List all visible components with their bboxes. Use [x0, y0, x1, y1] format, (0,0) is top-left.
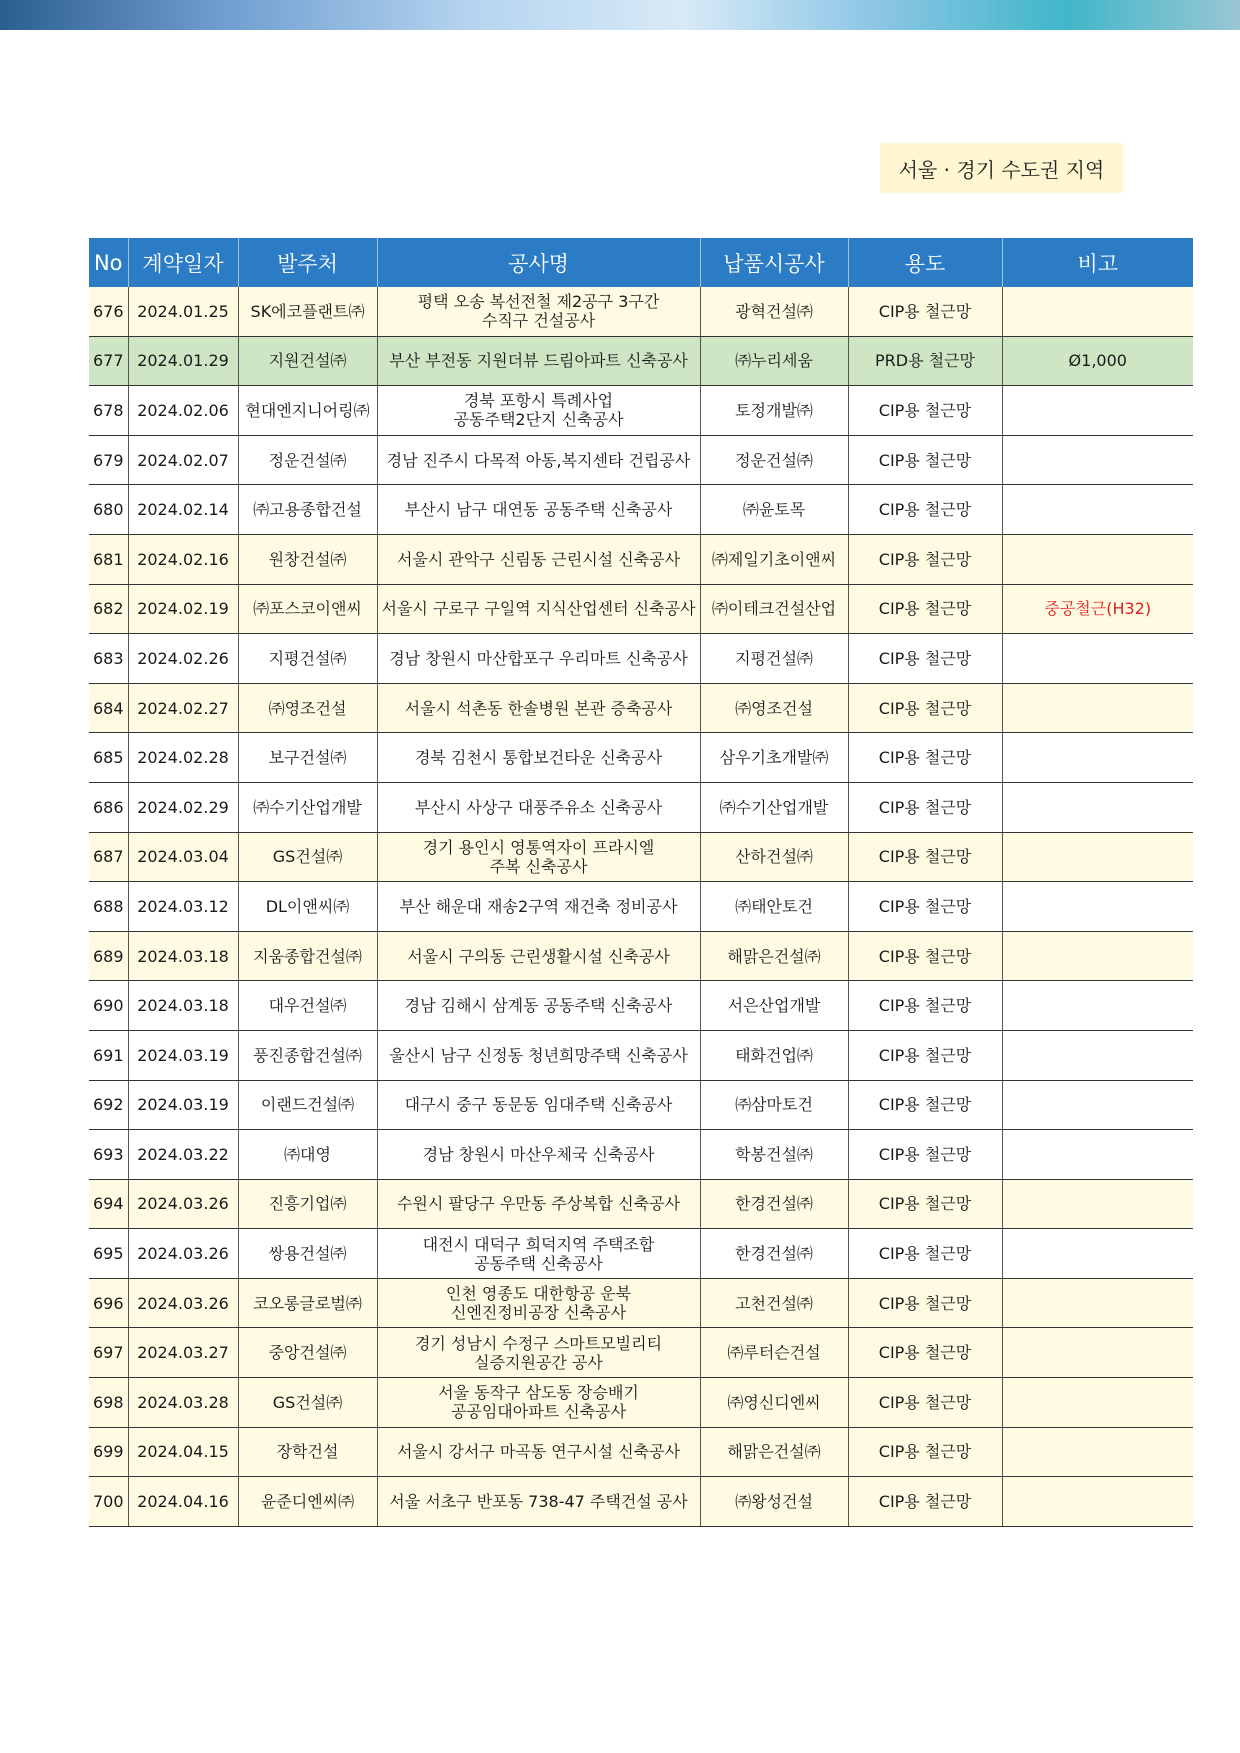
- cell-no: 692: [89, 1080, 128, 1130]
- cell-usage: CIP용 철근망: [848, 981, 1002, 1031]
- cell-note: [1002, 981, 1193, 1031]
- cell-date: 2024.02.16: [128, 534, 238, 584]
- cell-contractor: ㈜제일기초이앤씨: [700, 534, 848, 584]
- table-row: [89, 534, 1193, 584]
- col-header-client: 발주처: [238, 238, 377, 287]
- cell-client: GS건설㈜: [238, 832, 377, 882]
- cell-note: [1002, 1278, 1193, 1328]
- cell-project: 서울시 석촌동 한솔병원 본관 증축공사: [377, 683, 700, 733]
- cell-project: 울산시 남구 신정동 청년희망주택 신축공사: [377, 1030, 700, 1080]
- cell-date: 2024.03.26: [128, 1278, 238, 1328]
- cell-date: 2024.03.19: [128, 1080, 238, 1130]
- cell-project: 인천 영종도 대한항공 운북 신엔진정비공장 신축공사: [377, 1278, 700, 1328]
- cell-date: 2024.02.14: [128, 485, 238, 535]
- cell-no: 676: [89, 287, 128, 336]
- cell-client: 코오롱글로벌㈜: [238, 1278, 377, 1328]
- cell-usage: CIP용 철근망: [848, 782, 1002, 832]
- cell-usage: CIP용 철근망: [848, 832, 1002, 882]
- cell-contractor: 해맑은건설㈜: [700, 1427, 848, 1477]
- cell-usage: CIP용 철근망: [848, 534, 1002, 584]
- cell-contractor: 광혁건설㈜: [700, 287, 848, 336]
- col-header-no: No: [89, 238, 128, 287]
- table-row: [89, 1130, 1193, 1180]
- cell-project: 부산 부전동 지원더뷰 드림아파트 신축공사: [377, 336, 700, 386]
- col-header-project: 공사명: [377, 238, 700, 287]
- cell-date: 2024.04.15: [128, 1427, 238, 1477]
- table-row: [89, 386, 1193, 436]
- table-row: [89, 1427, 1193, 1477]
- cell-usage: CIP용 철근망: [848, 485, 1002, 535]
- cell-usage: CIP용 철근망: [848, 1080, 1002, 1130]
- table-row: [89, 832, 1193, 882]
- cell-contractor: ㈜루터슨건설: [700, 1328, 848, 1378]
- cell-client: DL이앤씨㈜: [238, 882, 377, 932]
- cell-no: 700: [89, 1477, 128, 1527]
- cell-no: 690: [89, 981, 128, 1031]
- region-label-text: 서울 · 경기 수도권 지역: [898, 157, 1105, 182]
- cell-usage: CIP용 철근망: [848, 1378, 1002, 1428]
- cell-usage: CIP용 철근망: [848, 584, 1002, 634]
- cell-no: 681: [89, 534, 128, 584]
- cell-date: 2024.03.12: [128, 882, 238, 932]
- region-label: [880, 143, 1123, 193]
- cell-project: 부산시 남구 대연동 공동주택 신축공사: [377, 485, 700, 535]
- cell-project: 경남 창원시 마산우체국 신축공사: [377, 1130, 700, 1180]
- cell-project: 서울시 구로구 구일역 지식산업센터 신축공사: [377, 584, 700, 634]
- cell-usage: CIP용 철근망: [848, 1130, 1002, 1180]
- table-row: [89, 733, 1193, 783]
- cell-project: 경남 창원시 마산합포구 우리마트 신축공사: [377, 634, 700, 684]
- cell-client: ㈜고용종합건설: [238, 485, 377, 535]
- table-row: [89, 435, 1193, 485]
- cell-note: [1002, 1229, 1193, 1279]
- cell-date: 2024.02.06: [128, 386, 238, 436]
- cell-usage: CIP용 철근망: [848, 1427, 1002, 1477]
- cell-contractor: ㈜윤토목: [700, 485, 848, 535]
- table-row: [89, 683, 1193, 733]
- table-row: [89, 931, 1193, 981]
- cell-contractor: ㈜삼마토건: [700, 1080, 848, 1130]
- cell-project: 경북 김천시 통합보건타운 신축공사: [377, 733, 700, 783]
- cell-date: 2024.03.26: [128, 1229, 238, 1279]
- cell-client: 지움종합건설㈜: [238, 931, 377, 981]
- col-header-date: 계약일자: [128, 238, 238, 287]
- cell-no: 683: [89, 634, 128, 684]
- table-row: [89, 1030, 1193, 1080]
- cell-project: 경북 포항시 특례사업 공동주택2단지 신축공사: [377, 386, 700, 436]
- table-row: [89, 882, 1193, 932]
- cell-date: 2024.03.18: [128, 931, 238, 981]
- cell-usage: CIP용 철근망: [848, 931, 1002, 981]
- table-body: [89, 287, 1193, 1526]
- cell-client: 윤준디엔씨㈜: [238, 1477, 377, 1527]
- cell-note: [1002, 1477, 1193, 1527]
- cell-note: [1002, 1427, 1193, 1477]
- project-list-table: [89, 238, 1193, 1527]
- cell-note: [1002, 1179, 1193, 1229]
- cell-no: 698: [89, 1378, 128, 1428]
- cell-no: 686: [89, 782, 128, 832]
- cell-date: 2024.03.18: [128, 981, 238, 1031]
- cell-usage: CIP용 철근망: [848, 683, 1002, 733]
- cell-date: 2024.03.04: [128, 832, 238, 882]
- cell-note: [1002, 931, 1193, 981]
- cell-usage: CIP용 철근망: [848, 1328, 1002, 1378]
- cell-client: 현대엔지니어링㈜: [238, 386, 377, 436]
- cell-contractor: 한경건설㈜: [700, 1179, 848, 1229]
- cell-no: 680: [89, 485, 128, 535]
- cell-project: 경기 성남시 수정구 스마트모빌리티 실증지원공간 공사: [377, 1328, 700, 1378]
- col-header-contractor: 납품시공사: [700, 238, 848, 287]
- col-header-usage: 용도: [848, 238, 1002, 287]
- cell-date: 2024.04.16: [128, 1477, 238, 1527]
- cell-note: [1002, 1030, 1193, 1080]
- cell-note: [1002, 882, 1193, 932]
- cell-usage: CIP용 철근망: [848, 634, 1002, 684]
- cell-contractor: ㈜이테크건설산업: [700, 584, 848, 634]
- cell-project: 경남 김해시 삼계동 공동주택 신축공사: [377, 981, 700, 1031]
- cell-client: ㈜대영: [238, 1130, 377, 1180]
- cell-contractor: 해맑은건설㈜: [700, 931, 848, 981]
- cell-date: 2024.02.07: [128, 435, 238, 485]
- cell-contractor: ㈜수기산업개발: [700, 782, 848, 832]
- cell-usage: CIP용 철근망: [848, 386, 1002, 436]
- cell-usage: CIP용 철근망: [848, 1477, 1002, 1527]
- cell-no: 689: [89, 931, 128, 981]
- table-row: [89, 782, 1193, 832]
- cell-client: 장학건설: [238, 1427, 377, 1477]
- table-row: [89, 1477, 1193, 1527]
- cell-date: 2024.03.26: [128, 1179, 238, 1229]
- cell-usage: CIP용 철근망: [848, 287, 1002, 336]
- cell-date: 2024.02.26: [128, 634, 238, 684]
- cell-no: 677: [89, 336, 128, 386]
- cell-note: [1002, 634, 1193, 684]
- cell-note: 중공철근(H32): [1002, 584, 1193, 634]
- cell-usage: CIP용 철근망: [848, 1278, 1002, 1328]
- cell-contractor: 한경건설㈜: [700, 1229, 848, 1279]
- table-row: [89, 1328, 1193, 1378]
- cell-contractor: 삼우기초개발㈜: [700, 733, 848, 783]
- cell-no: 695: [89, 1229, 128, 1279]
- cell-usage: CIP용 철근망: [848, 1030, 1002, 1080]
- cell-client: SK에코플랜트㈜: [238, 287, 377, 336]
- cell-no: 699: [89, 1427, 128, 1477]
- cell-client: ㈜영조건설: [238, 683, 377, 733]
- cell-project: 수원시 팔당구 우만동 주상복합 신축공사: [377, 1179, 700, 1229]
- cell-note: [1002, 435, 1193, 485]
- cell-contractor: 산하건설㈜: [700, 832, 848, 882]
- cell-note: [1002, 733, 1193, 783]
- col-header-note: 비고: [1002, 238, 1193, 287]
- table-row: [89, 485, 1193, 535]
- cell-client: 대우건설㈜: [238, 981, 377, 1031]
- cell-date: 2024.02.29: [128, 782, 238, 832]
- cell-date: 2024.03.28: [128, 1378, 238, 1428]
- cell-contractor: 토정개발㈜: [700, 386, 848, 436]
- cell-client: ㈜수기산업개발: [238, 782, 377, 832]
- cell-project: 대구시 중구 동문동 임대주택 신축공사: [377, 1080, 700, 1130]
- header-gradient-band: [0, 0, 1240, 30]
- cell-client: 풍진종합건설㈜: [238, 1030, 377, 1080]
- table-header-row: [89, 238, 1193, 287]
- cell-no: 697: [89, 1328, 128, 1378]
- cell-usage: CIP용 철근망: [848, 1179, 1002, 1229]
- cell-no: 696: [89, 1278, 128, 1328]
- cell-client: 진흥기업㈜: [238, 1179, 377, 1229]
- cell-date: 2024.03.27: [128, 1328, 238, 1378]
- cell-project: 서울 서초구 반포동 738-47 주택건설 공사: [377, 1477, 700, 1527]
- cell-note: [1002, 1080, 1193, 1130]
- cell-client: 이랜드건설㈜: [238, 1080, 377, 1130]
- cell-client: 지원건설㈜: [238, 336, 377, 386]
- cell-client: 중앙건설㈜: [238, 1328, 377, 1378]
- cell-note: [1002, 1378, 1193, 1428]
- cell-contractor: 학봉건설㈜: [700, 1130, 848, 1180]
- cell-contractor: ㈜누리세움: [700, 336, 848, 386]
- cell-date: 2024.03.19: [128, 1030, 238, 1080]
- cell-project: 서울시 강서구 마곡동 연구시설 신축공사: [377, 1427, 700, 1477]
- cell-project: 서울 동작구 삼도동 장승배기 공공임대아파트 신축공사: [377, 1378, 700, 1428]
- cell-note: [1002, 386, 1193, 436]
- cell-no: 684: [89, 683, 128, 733]
- cell-no: 678: [89, 386, 128, 436]
- cell-note: [1002, 782, 1193, 832]
- table-row: [89, 287, 1193, 336]
- cell-note: [1002, 1130, 1193, 1180]
- cell-no: 693: [89, 1130, 128, 1180]
- cell-usage: PRD용 철근망: [848, 336, 1002, 386]
- cell-project: 서울시 구의동 근린생활시설 신축공사: [377, 931, 700, 981]
- cell-project: 대전시 대덕구 희덕지역 주택조합 공동주택 신축공사: [377, 1229, 700, 1279]
- cell-contractor: 서은산업개발: [700, 981, 848, 1031]
- table-row: [89, 584, 1193, 634]
- cell-no: 685: [89, 733, 128, 783]
- table-row: [89, 1080, 1193, 1130]
- table-row: [89, 634, 1193, 684]
- table-row: [89, 1378, 1193, 1428]
- cell-date: 2024.02.27: [128, 683, 238, 733]
- cell-date: 2024.03.22: [128, 1130, 238, 1180]
- cell-usage: CIP용 철근망: [848, 435, 1002, 485]
- cell-no: 687: [89, 832, 128, 882]
- cell-client: ㈜포스코이앤씨: [238, 584, 377, 634]
- table-row: [89, 981, 1193, 1031]
- cell-project: 경남 진주시 다목적 아동,복지센타 건립공사: [377, 435, 700, 485]
- cell-project: 서울시 관악구 신림동 근린시설 신축공사: [377, 534, 700, 584]
- cell-note: [1002, 287, 1193, 336]
- cell-note: [1002, 534, 1193, 584]
- table-row: [89, 1179, 1193, 1229]
- cell-project: 평택 오송 복선전철 제2공구 3구간 수직구 건설공사: [377, 287, 700, 336]
- cell-note: [1002, 683, 1193, 733]
- cell-contractor: 지평건설㈜: [700, 634, 848, 684]
- cell-contractor: ㈜태안토건: [700, 882, 848, 932]
- cell-client: GS건설㈜: [238, 1378, 377, 1428]
- cell-client: 원창건설㈜: [238, 534, 377, 584]
- cell-usage: CIP용 철근망: [848, 1229, 1002, 1279]
- cell-contractor: ㈜영조건설: [700, 683, 848, 733]
- cell-no: 688: [89, 882, 128, 932]
- cell-usage: CIP용 철근망: [848, 882, 1002, 932]
- cell-contractor: ㈜영신디엔씨: [700, 1378, 848, 1428]
- cell-client: 지평건설㈜: [238, 634, 377, 684]
- cell-project: 부산 해운대 재송2구역 재건축 정비공사: [377, 882, 700, 932]
- cell-client: 보구건설㈜: [238, 733, 377, 783]
- cell-contractor: 고천건설㈜: [700, 1278, 848, 1328]
- cell-no: 691: [89, 1030, 128, 1080]
- cell-note: [1002, 832, 1193, 882]
- cell-note: Ø1,000: [1002, 336, 1193, 386]
- cell-usage: CIP용 철근망: [848, 733, 1002, 783]
- cell-contractor: 정운건설㈜: [700, 435, 848, 485]
- cell-project: 부산시 사상구 대풍주유소 신축공사: [377, 782, 700, 832]
- cell-no: 679: [89, 435, 128, 485]
- cell-client: 정운건설㈜: [238, 435, 377, 485]
- cell-client: 쌍용건설㈜: [238, 1229, 377, 1279]
- cell-contractor: 태화건업㈜: [700, 1030, 848, 1080]
- cell-date: 2024.02.28: [128, 733, 238, 783]
- cell-date: 2024.02.19: [128, 584, 238, 634]
- cell-note: [1002, 1328, 1193, 1378]
- cell-project: 경기 용인시 영통역자이 프라시엘 주복 신축공사: [377, 832, 700, 882]
- table-row: [89, 336, 1193, 386]
- cell-date: 2024.01.25: [128, 287, 238, 336]
- cell-no: 694: [89, 1179, 128, 1229]
- cell-contractor: ㈜왕성건설: [700, 1477, 848, 1527]
- table-row: [89, 1229, 1193, 1279]
- cell-date: 2024.01.29: [128, 336, 238, 386]
- cell-note: [1002, 485, 1193, 535]
- table-row: [89, 1278, 1193, 1328]
- cell-no: 682: [89, 584, 128, 634]
